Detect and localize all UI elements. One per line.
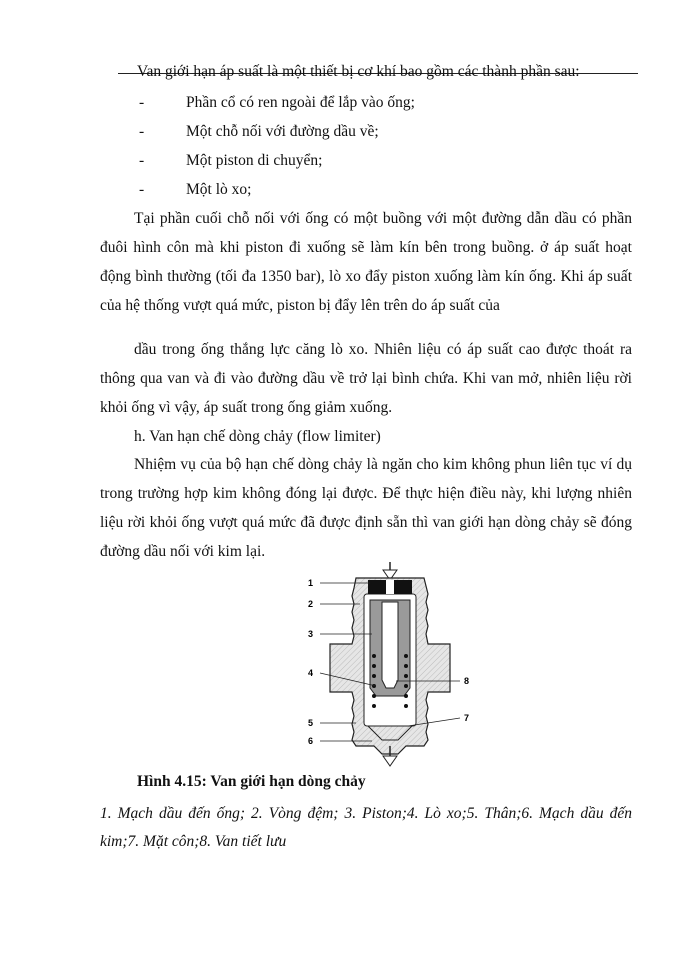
figure-caption: Hình 4.15: Van giới hạn dòng chảy xyxy=(137,773,366,790)
inlet-arrow-icon xyxy=(383,562,397,580)
figure-label-3: 3 xyxy=(308,629,314,639)
figure-label-7: 7 xyxy=(464,713,470,723)
figure-label-6: 6 xyxy=(308,736,314,746)
list-item: Một lò xo; xyxy=(186,181,252,198)
figure-label-2: 2 xyxy=(308,599,314,609)
figure-label-4: 4 xyxy=(308,668,314,678)
figure-legend: 1. Mạch dầu đến ống; 2. Vòng đệm; 3. Piston;4. Lò xo;5. Thân;6. Mạch dầu đến kim;7. Mặt côn;8. Van tiết lưu xyxy=(100,805,632,850)
list-dash: - xyxy=(139,94,145,111)
list-item: Phần cổ có ren ngoài để lắp vào ống; xyxy=(186,94,415,111)
paragraph-pressure-release: dầu trong ống thắng lực căng lò xo. Nhiên liệu có áp suất cao được thoát ra thông qua van và đi vào đường dầu về trở lại bình chứa. Khi van mở, nhiên liệu rời khỏi ống vì vậy, áp suất trong ống giảm xuống. xyxy=(100,341,632,416)
section-heading-h: h. Van hạn chế dòng chảy (flow limiter) xyxy=(134,428,381,445)
list-item: Một piston di chuyển; xyxy=(186,152,323,169)
list-item: Một chỗ nối với đường dầu về; xyxy=(186,123,379,140)
figure-label-1: 1 xyxy=(308,578,314,588)
flow-limiter-svg xyxy=(298,560,482,768)
flow-limiter-diagram xyxy=(298,560,482,768)
figure-label-8: 8 xyxy=(464,676,470,686)
list-dash: - xyxy=(139,181,145,198)
intro-line: Van giới hạn áp suất là một thiết bị cơ khí bao gồm các thành phần sau: xyxy=(137,63,580,80)
list-dash: - xyxy=(139,123,145,140)
figure-label-5: 5 xyxy=(308,718,314,728)
list-dash: - xyxy=(139,152,145,169)
paragraph-flow-limiter: Nhiệm vụ của bộ hạn chế dòng chảy là ngăn cho kim không phun liên tục ví dụ trong trường hợp kim không đóng lại được. Để thực hiện điều này, khi lượng nhiên liệu rời khỏi ống vượt quá mức đã được định sẵn thì van giới hạn dòng chảy sẽ đóng đường dầu nối với kim lại. xyxy=(100,456,632,560)
paragraph-pressure-limiter: Tại phần cuối chỗ nối với ống có một buồng với một đường dẫn dầu có phần đuôi hình côn mà khi piston đi xuống sẽ làm kín bên trong buồng. ở áp suất hoạt động bình thường (tối đa 1350 bar), lò xo đẩy piston xuống làm kín ống. Khi áp suất của hệ thống vượt quá mức, piston bị đẩy lên trên do áp suất của xyxy=(100,210,632,314)
